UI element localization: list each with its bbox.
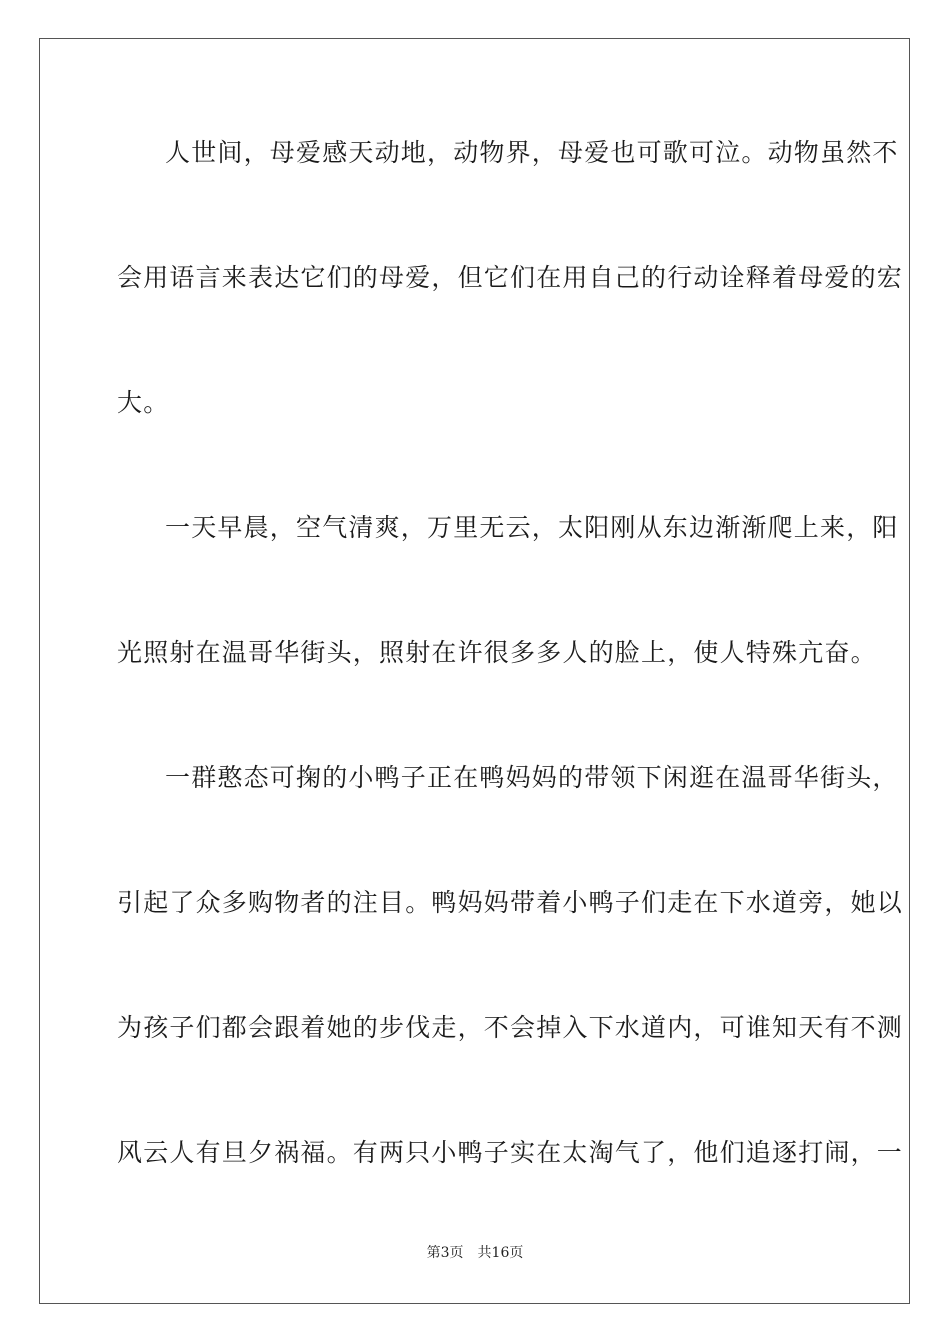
paragraph-3-line-3: 为孩子们都会跟着她的步伐走，不会掉入下水道内，可谁知天有不测 [117,1013,904,1042]
paragraph-2-line-1: 一天早晨，空气清爽，万里无云，太阳刚从东边渐渐爬上来，阳 [165,513,899,542]
paragraph-3-line-2: 引起了众多购物者的注目。鸭妈妈带着小鸭子们走在下水道旁，她以 [117,888,904,917]
paragraph-1-line-2: 会用语言来表达它们的母爱，但它们在用自己的行动诠释着母爱的宏 [117,263,904,292]
paragraph-1-line-1: 人世间，母爱感天动地，动物界，母爱也可歌可泣。动物虽然不 [165,138,899,167]
paragraph-1-line-3: 大。 [117,388,170,417]
paragraph-2-line-2: 光照射在温哥华街头，照射在许很多多人的脸上，使人特殊亢奋。 [117,638,877,667]
page-footer [0,1244,950,1262]
page-total: 共16页 [477,1245,524,1261]
paragraph-3-line-1: 一群憨态可掬的小鸭子正在鸭妈妈的带领下闲逛在温哥华街头， [165,763,899,792]
page-number: 第3页 [426,1245,464,1261]
page-border [39,38,910,1304]
paragraph-3-line-4: 风云人有旦夕祸福。有两只小鸭子实在太淘气了，他们追逐打闹，一 [117,1138,904,1167]
